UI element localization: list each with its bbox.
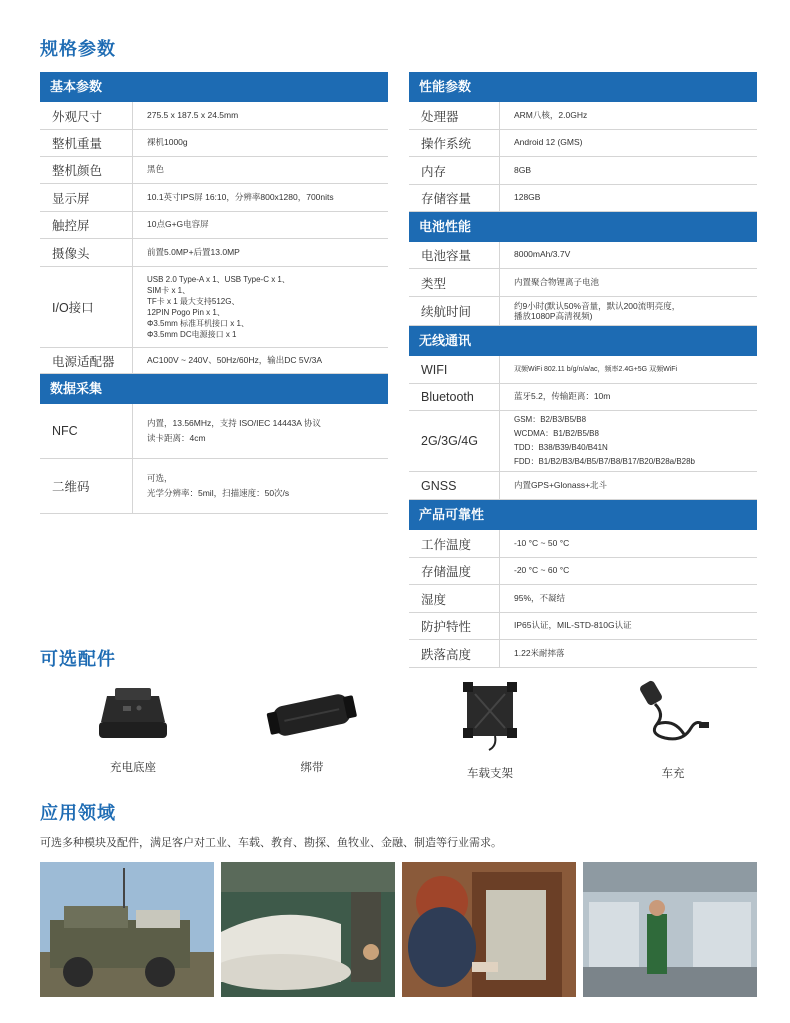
table-row (409, 530, 757, 558)
row-key: 电池容量 (409, 242, 500, 268)
left-spec-column (40, 72, 388, 514)
row-value: 95%，不凝结 (514, 592, 566, 603)
accessory-label: 车充 (661, 768, 685, 780)
application-title: 应用领域 (40, 803, 116, 823)
application-description: 可选多种模块及配件，满足客户对工业、车载、教育、勘探、鱼牧业、金融、制造等行业需求。 (40, 837, 502, 849)
row-value: 黑色 (147, 164, 165, 175)
row-value: 内置，13.56MHz，支持 ISO/IEC 14443A 协议 读卡距离：4cm (147, 418, 321, 443)
table-row (409, 269, 757, 297)
row-key: 2G/3G/4G (409, 411, 500, 471)
row-key: 整机重量 (40, 130, 133, 156)
table-row (409, 558, 757, 585)
row-key: I/O接口 (40, 267, 133, 347)
row-value: AC100V ~ 240V、50Hz/60Hz，输出DC 5V/3A (147, 354, 323, 365)
table-row (409, 411, 757, 472)
table-row (40, 212, 388, 239)
table-row (40, 102, 388, 130)
paper-mill-photo (221, 862, 395, 997)
row-key: Bluetooth (409, 384, 500, 410)
row-key: 电源适配器 (40, 348, 133, 373)
table-row (409, 472, 757, 500)
data-capture-header: 数据采集 (40, 374, 388, 404)
row-key: 类型 (409, 269, 500, 296)
row-value: USB 2.0 Type-A x 1、USB Type-C x 1、 SIM卡 x 1、 TF卡 x 1 最大支持512G、 12PIN Pogo Pin x 1、 Φ3.5mm 标准耳机接口 x 1、 Φ3.5mm DC电源接口 x 1 (147, 275, 290, 339)
accessory-car-mount (445, 678, 535, 781)
row-value: 内置聚合物锂离子电池 (514, 276, 600, 287)
row-value: 128GB (514, 192, 541, 203)
table-row (409, 585, 757, 613)
row-value: GSM：B2/B3/B5/B8 WCDMA：B1/B2/B5/B8 TDD：B38/B39/B40/B41N FDD：B1/B2/B3/B4/B5/B7/B8/B17/B20/B28a/B28b (514, 415, 695, 466)
table-row (409, 297, 757, 326)
row-key: 整机颜色 (40, 157, 133, 183)
table-row (409, 157, 757, 185)
row-key: 处理器 (409, 102, 500, 129)
table-row (409, 185, 757, 212)
table-row (409, 242, 757, 269)
spec-title: 规格参数 (40, 39, 116, 59)
row-value: 裸机1000g (147, 137, 188, 148)
accessory-label: 充电底座 (110, 762, 156, 774)
pos-payment-photo (402, 862, 576, 997)
row-key: 防护特性 (409, 613, 500, 639)
row-key: 操作系统 (409, 130, 500, 156)
table-row (409, 613, 757, 640)
row-key: 触控屏 (40, 212, 133, 238)
row-value: 约9小时(默认50%音量，默认200流明亮度， 播放1080P高清视频) (514, 301, 681, 321)
row-key: 外观尺寸 (40, 102, 133, 129)
charging-dock-icon (93, 678, 173, 748)
accessories-title: 可选配件 (40, 649, 116, 669)
row-value: 蓝牙5.2，传输距离：10m (514, 391, 611, 402)
table-row (409, 640, 757, 668)
table-row (40, 459, 388, 514)
wireless-header: 无线通讯 (409, 326, 757, 356)
row-value: 8000mAh/3.7V (514, 249, 571, 260)
table-row (40, 404, 388, 459)
reliability-header: 产品可靠性 (409, 500, 757, 530)
row-key: NFC (40, 404, 133, 458)
dairy-farm-photo (583, 862, 757, 997)
car-mount-icon (455, 678, 525, 754)
row-key: 显示屏 (40, 184, 133, 211)
table-row (40, 267, 388, 348)
table-row (40, 157, 388, 184)
row-value: 前置5.0MP+后置13.0MP (147, 246, 240, 257)
table-row (40, 348, 388, 374)
row-value: 10.1英寸IPS屏 16:10，分辨率800x1280，700nits (147, 191, 334, 202)
row-key: WIFI (409, 356, 500, 383)
row-value: IP65认证，MIL-STD-810G认证 (514, 620, 632, 631)
row-value: 1.22米耐摔落 (514, 647, 565, 658)
row-key: 工作温度 (409, 530, 500, 557)
row-value: Android 12 (GMS) (514, 137, 583, 148)
table-row (409, 356, 757, 384)
row-key: GNSS (409, 472, 500, 499)
row-key: 存储温度 (409, 558, 500, 584)
row-key: 存储容量 (409, 185, 500, 211)
table-row (40, 239, 388, 267)
row-value: 10点G+G电容屏 (147, 219, 209, 230)
table-row (409, 384, 757, 411)
accessory-label: 绑带 (300, 762, 324, 774)
row-key: 内存 (409, 157, 500, 184)
row-value: ARM八核，2.0GHz (514, 109, 588, 120)
performance-header: 性能参数 (409, 72, 757, 102)
table-row (409, 102, 757, 130)
row-key: 续航时间 (409, 297, 500, 325)
row-value: 8GB (514, 164, 532, 175)
row-value: 内置GPS+Glonass+北斗 (514, 479, 608, 490)
accessory-charging-dock (88, 678, 178, 775)
row-value: 275.5 x 187.5 x 24.5mm (147, 109, 239, 120)
row-value: 可选， 光学分辨率：5mil，扫描速度：50次/s (147, 473, 290, 498)
row-value: -20 °C ~ 60 °C (514, 565, 570, 576)
vehicle-field-photo (40, 862, 214, 997)
basic-params-header: 基本参数 (40, 72, 388, 102)
battery-header: 电池性能 (409, 212, 757, 242)
table-row (40, 184, 388, 212)
row-key: 跌落高度 (409, 640, 500, 667)
row-value: -10 °C ~ 50 °C (514, 537, 570, 548)
table-row (409, 130, 757, 157)
accessory-label: 车载支架 (467, 768, 513, 780)
row-key: 二维码 (40, 459, 133, 513)
accessory-strap (262, 678, 362, 775)
right-spec-column (409, 72, 757, 668)
car-charger-icon (635, 678, 711, 754)
table-row (40, 130, 388, 157)
row-key: 摄像头 (40, 239, 133, 266)
accessory-car-charger (628, 678, 718, 781)
strap-icon (264, 678, 360, 748)
row-value: 双频WiFi 802.11 b/g/n/a/ac，频率2.4G+5G 双频WiFi (514, 365, 678, 373)
row-key: 湿度 (409, 585, 500, 612)
